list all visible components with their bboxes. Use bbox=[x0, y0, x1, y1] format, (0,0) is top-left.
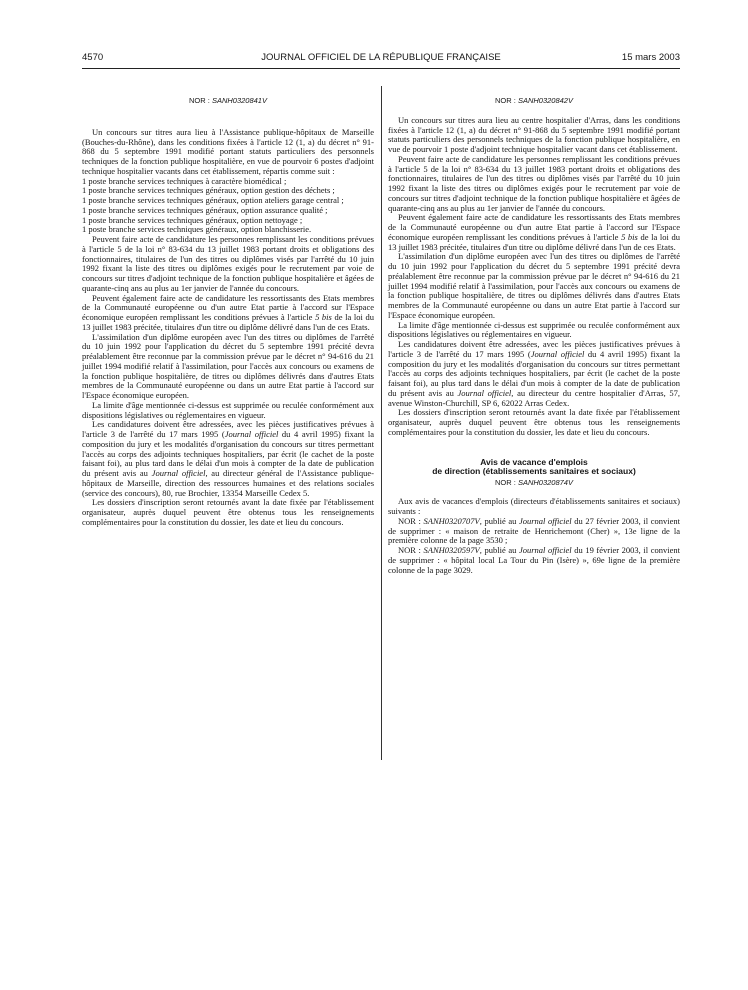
italic-run: Journal officiel bbox=[224, 429, 279, 439]
age-limit-paragraph: La limite d'âge mentionnée ci-dessus est supprimée ou reculée conformément aux dispositions législatives ou réglementaires en vigueur. bbox=[388, 319, 680, 340]
page-header bbox=[82, 52, 680, 66]
italic-run: Journal officiel bbox=[151, 468, 206, 478]
nor-code: SANH0320597V bbox=[423, 545, 480, 555]
section-title-line: de direction (établissements sanitaires et sociaux) bbox=[432, 466, 636, 476]
section-heading bbox=[388, 458, 680, 477]
text-run: du 27 février 2003, il convient de supprimer : « maison de retraite de Henrichemont (Cher) », 13e ligne de la première colonne de la page 3530 ; bbox=[388, 515, 681, 546]
text-run: Peuvent également faire acte de candidature les ressortissants des Etats membres de la Communauté européenne ou d'un autre Etat partie à l'accord sur l'Espace économique européen remplissant les conditions prévues à l'article bbox=[388, 212, 680, 242]
nor-code: SANH0320707V bbox=[423, 515, 480, 526]
notice-intro: Un concours sur titres aura lieu au centre hospitalier d'Arras, dans les conditions fixées à l'article 12 (1, a) du décret n° 91-868 du 5 septembre 1991 modifié portant statuts particuliers des personnels techniques de la fonction publique hospitalière, en vue de pourvoir 1 poste d'adjoint technique hospitalier vacant dans cet établissement. bbox=[388, 114, 680, 154]
italic-run: 5 bis bbox=[621, 231, 638, 242]
header-rule bbox=[82, 68, 680, 69]
text-run: du 4 avril 1995) fixant la composition du jury et les modalités d'organisation du concours sur titres permettant l'accès au corps des adjoints techniques hospitaliers, par écrit (le cachet de la poste faisant foi), au plus tard dans le délai d'un mois à compter de la date de publication du présent avis au bbox=[82, 429, 374, 478]
nor-label: NOR : bbox=[189, 96, 212, 105]
correction-item bbox=[388, 546, 680, 575]
section-intro: Aux avis de vacances d'emplois (directeurs d'établissements sanitaires et sociaux) suivants : bbox=[388, 496, 680, 516]
files-paragraph: Les dossiers d'inscription seront retournés avant la date fixée par l'établissement organisateur, auprès duquel peuvent être obtenus tous les renseignements complémentaires pour la constitution du dossier, les date et lieu du concours. bbox=[82, 497, 374, 527]
text-run: , publié au bbox=[479, 515, 519, 526]
text-run: Les candidatures doivent être adressées, avec les pièces justificatives prévues à l'article 3 de l'arrêté du 17 mars 1995 ( bbox=[388, 339, 680, 359]
page-number: 4570 bbox=[82, 52, 104, 63]
files-paragraph: Les dossiers d'inscription seront retournés avant la date fixée par l'établissement organisateur, auprès duquel peuvent être obtenus tous les renseignements complémentaires pour la constitution du dossier, les date et lieu du concours. bbox=[388, 407, 680, 437]
candidates-paragraph: Peuvent faire acte de candidature les personnes remplissant les conditions prévues à l'article 5 de la loi n° 83-634 du 13 juillet 1983 portant droits et obligations des fonctionnaires, titulaires de l'un des titres ou diplômes visés par l'arrêté du 10 juin 1992 fixant la liste des titres ou diplômes exigés pour le recrutement par voie de concours sur titres d'adjoint technique de la fonction publique hospitalière et âgées de quarante-cinq ans au plus au 1er janvier de l'année du concours. bbox=[82, 234, 374, 293]
italic-run: Journal officiel bbox=[518, 515, 572, 526]
age-limit-paragraph: La limite d'âge mentionnée ci-dessus est supprimée ou reculée conformément aux dispositions législatives ou réglementaires en vigueur. bbox=[82, 399, 374, 420]
post-item: 1 poste branche services techniques généraux, option blanchisserie. bbox=[82, 224, 312, 235]
text-run: Peuvent également faire acte de candidature les ressortissants des Etats membres de la Communauté européenne ou d'un autre Etat partie à l'accord sur l'Espace économique européen remplissant les conditions prévues à l'article bbox=[82, 292, 374, 322]
notice-intro: Un concours sur titres aura lieu à l'Assistance publique-hôpitaux de Marseille (Bouches-du-Rhône), dans les conditions fixées à l'article 12 (1, a) du décret n° 91-868 du 5 septembre 1991 modifié portant statuts particuliers des personnels techniques de la fonction publique hospitalière, en vue de pourvoir 6 postes d'adjoint technique hospitalier vacants dans cet établissement, répartis comme suit : bbox=[82, 126, 374, 176]
left-column bbox=[82, 96, 374, 528]
text-run: , publié au bbox=[479, 545, 519, 555]
nor-code: SANH0320842V bbox=[517, 96, 573, 105]
right-column bbox=[388, 96, 680, 575]
candidates-paragraph: Peuvent faire acte de candidature les personnes remplissant les conditions prévues à l'article 5 de la loi n° 83-634 du 13 juillet 1983 portant droits et obligations des fonctionnaires, titulaires de l'un des titres ou diplômes visés par l'arrêté du 10 juin 1992 fixant la liste des titres ou diplômes exigés pour le recrutement par voie de concours sur titres d'adjoint technique de la fonction publique hospitalière et âgées de quarante-cinq ans au plus au 1er janvier de l'année du concours. bbox=[388, 153, 680, 213]
assimilation-paragraph: L'assimilation d'un diplôme européen avec l'un des titres ou diplômes de l'arrêté du 10 juin 1992 pour l'application du décret du 5 septembre 1991 précité devra préalablement être reconnue par la commission prévue par le décret n° 94-616 du 21 juillet 1994 modifié relatif à l'assimilation, pour l'accès aux concours ou examens de la fonction publique hospitalière, de titres ou diplômes délivrés dans d'autres Etats membres de la Communauté européenne ou dans un autre Etat partie à l'accord sur l'Espace économique européen. bbox=[388, 251, 680, 320]
section-title-line: Avis de vacance d'emplois bbox=[480, 456, 588, 467]
nor-label: NOR : bbox=[398, 545, 424, 555]
post-item: 1 poste branche services techniques à caractère biomédical ; bbox=[82, 175, 287, 186]
nor-label: NOR : bbox=[398, 515, 424, 526]
nor-reference bbox=[388, 96, 680, 106]
post-item: 1 poste branche services techniques généraux, option gestion des déchets ; bbox=[82, 185, 335, 196]
applications-paragraph bbox=[82, 420, 374, 498]
column-divider bbox=[381, 86, 382, 760]
post-item: 1 poste branche services techniques généraux, option ateliers garage central ; bbox=[82, 195, 344, 205]
text-run: , au directeur général de l'Assistance publique-hôpitaux de Marseille, direction des ressources humaines et des relations sociales (service des concours), 80, rue Brochier, 13354 Marseille Cedex 5. bbox=[82, 468, 375, 498]
nor-code: SANH0320841V bbox=[211, 96, 267, 105]
section-nor-reference bbox=[388, 478, 680, 488]
italic-run: 5 bis bbox=[315, 312, 332, 322]
italic-run: Journal officiel bbox=[530, 348, 585, 359]
nor-label: NOR : bbox=[495, 96, 518, 105]
assimilation-paragraph: L'assimilation d'un diplôme européen avec l'un des titres ou diplômes de l'arrêté du 10 juin 1992 pour l'application du décret du 5 septembre 1991 précité devra préalablement être reconnue par la commission prévue par le décret n° 94-616 du 21 juillet 1994 modifié relatif à l'assimilation, pour l'accès aux concours ou examens de la fonction publique hospitalière, de titres ou diplômes délivrés dans d'autres Etats membres de la Communauté européenne ou dans un autre Etat partie à l'accord sur l'Espace économique européen. bbox=[82, 331, 374, 400]
italic-run: Journal officiel bbox=[518, 545, 572, 555]
eu-candidates-paragraph bbox=[82, 294, 374, 333]
text-run: du 4 avril 1995) fixant la composition du jury et les modalités d'organisation du concours sur titres permettant l'accès au corps des adjoints techniques hospitaliers, par écrit (le cachet de la poste faisant foi), au plus tard dans le délai d'un mois à compter de la date de publication du présent avis au bbox=[388, 348, 680, 398]
post-item: 1 poste branche services techniques généraux, option assurance qualité ; bbox=[82, 204, 328, 215]
nor-label: NOR : bbox=[495, 477, 518, 487]
italic-run: Journal officiel bbox=[457, 387, 512, 398]
text-run: de la loi du 13 juillet 1983 précitée, titulaires d'un titre ou diplôme délivré dans l'un de ces Etats. bbox=[82, 312, 374, 332]
post-item: 1 poste branche services techniques généraux, option nettoyage ; bbox=[82, 214, 303, 225]
publication-date: 15 mars 2003 bbox=[621, 52, 680, 63]
text-run: , au directeur du centre hospitalier d'Arras, 57, avenue Winston-Churchill, SP 6, 62022 Arras Cedex. bbox=[388, 387, 681, 408]
nor-reference bbox=[82, 96, 374, 106]
text-run: de la loi du 13 juillet 1983 précitée, titulaires d'un titre ou diplôme délivré dans l'un de ces Etats. bbox=[388, 231, 680, 252]
eu-candidates-paragraph bbox=[388, 213, 680, 252]
journal-title: JOURNAL OFFICIEL DE LA RÉPUBLIQUE FRANÇAISE bbox=[261, 52, 501, 63]
applications-paragraph bbox=[388, 340, 680, 408]
nor-code: SANH0320874V bbox=[517, 477, 573, 487]
text-run: du 19 février 2003, il convient de supprimer : « hôpital local La Tour du Pin (Isère) », 69e ligne de la première colonne de la page 3029. bbox=[388, 545, 681, 575]
correction-item bbox=[388, 517, 680, 546]
text-run: Les candidatures doivent être adressées, avec les pièces justificatives prévues à l'article 3 de l'arrêté du 17 mars 1995 ( bbox=[82, 419, 374, 439]
